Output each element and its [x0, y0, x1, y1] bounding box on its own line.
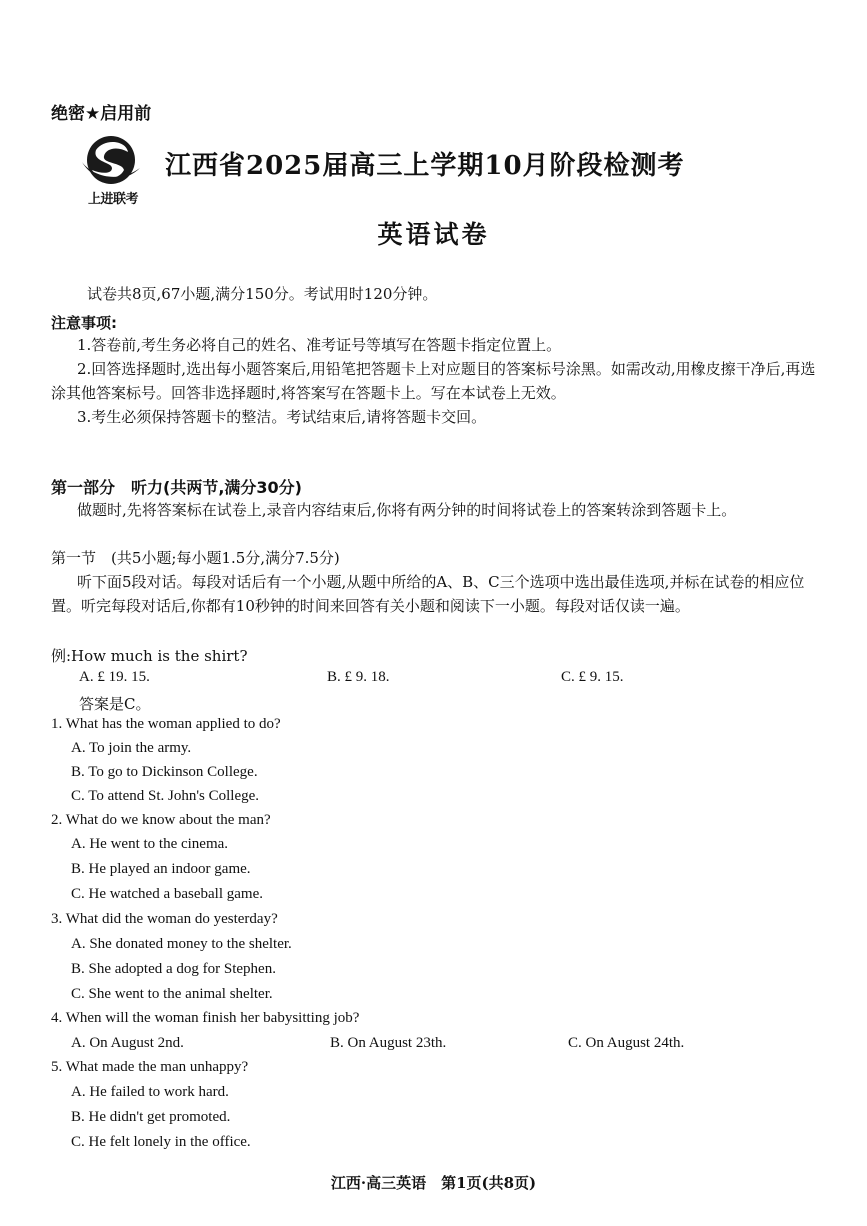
logo-text: 上进联考	[87, 192, 138, 207]
exam-intro: 试卷共8页,67小题,满分150分。考试用时120分钟。	[87, 285, 438, 303]
question-5-option-c: C. He felt lonely in the office.	[71, 1134, 251, 1150]
example-answer: 答案是C。	[79, 695, 151, 713]
exam-title: 江西省2025届高三上学期10月阶段检测考	[165, 151, 685, 181]
question-3-option-b: B. She adopted a dog for Stephen.	[71, 961, 276, 977]
exam-logo	[78, 132, 148, 210]
notice-heading: 注意事项:	[51, 314, 117, 332]
notice-item: 2.回答选择题时,选出每小题答案后,用铅笔把答题卡上对应题目的答案标号涂黑。如需改动,用橡皮擦干净后,再选涂其他答案标号。回答非选择题时,将答案写在答题卡上。写在本试卷上无效。	[51, 360, 816, 402]
question-2-option-c: C. He watched a baseball game.	[71, 886, 264, 902]
question-4-option-c: C. On August 24th.	[568, 1035, 685, 1051]
example-question: 例:How much is the shirt?	[51, 647, 248, 665]
question-2-option-a: A. He went to the cinema.	[71, 836, 229, 852]
part1-directions-text: 做题时,先将答案标在试卷上,录音内容结束后,你将有两分钟的时间将试卷上的答案转涂到答题卡上。	[77, 501, 737, 519]
question-5-option-a: A. He failed to work hard.	[71, 1084, 229, 1100]
section1-directions-text: 听下面5段对话。每段对话后有一个小题,从题中所给的A、B、C三个选项中选出最佳选项,并标在试卷的相应位置。听完每段对话后,你都有10秒钟的时间来回答有关小题和阅读下一小题。每段对话仅读一遍。	[51, 573, 805, 615]
notice-item: 1.答卷前,考生务必将自己的姓名、准考证号等填写在答题卡指定位置上。	[77, 336, 562, 354]
question-1-option-c: C. To attend St. John's College.	[71, 788, 260, 804]
section1-heading: 第一节 (共5小题;每小题1.5分,满分7.5分)	[51, 549, 340, 567]
part1-heading: 第一部分 听力(共两节,满分30分)	[51, 478, 302, 497]
notice-list	[51, 333, 823, 429]
question-5-option-b: B. He didn't get promoted.	[71, 1109, 231, 1125]
question-3: 3. What did the woman do yesterday?	[51, 911, 278, 927]
confidential-label: 绝密★启用前	[51, 104, 152, 124]
question-4-option-b: B. On August 23th.	[330, 1035, 447, 1051]
question-4-option-a: A. On August 2nd.	[71, 1035, 184, 1051]
example-option-b: B. £ 9. 18.	[327, 669, 390, 685]
example-option-a: A. £ 19. 15.	[79, 669, 150, 685]
question-5: 5. What made the man unhappy?	[51, 1059, 249, 1075]
page-footer: 江西·高三英语 第1页(共8页)	[330, 1174, 537, 1192]
swirl-logo-icon	[78, 132, 148, 188]
section1-directions	[51, 570, 823, 618]
question-4: 4. When will the woman finish her babysitting job?	[51, 1010, 360, 1026]
question-1-option-b: B. To go to Dickinson College.	[71, 764, 258, 780]
question-3-option-c: C. She went to the animal shelter.	[71, 986, 273, 1002]
question-1: 1. What has the woman applied to do?	[51, 716, 281, 732]
question-2: 2. What do we know about the man?	[51, 812, 271, 828]
question-1-option-a: A. To join the army.	[71, 740, 192, 756]
part1-directions	[51, 498, 823, 522]
example-option-c: C. £ 9. 15.	[561, 669, 624, 685]
notice-item: 3.考生必须保持答题卡的整洁。考试结束后,请将答题卡交回。	[77, 408, 487, 426]
question-3-option-a: A. She donated money to the shelter.	[71, 936, 292, 952]
exam-subtitle: 英语试卷	[377, 220, 490, 249]
question-2-option-b: B. He played an indoor game.	[71, 861, 251, 877]
